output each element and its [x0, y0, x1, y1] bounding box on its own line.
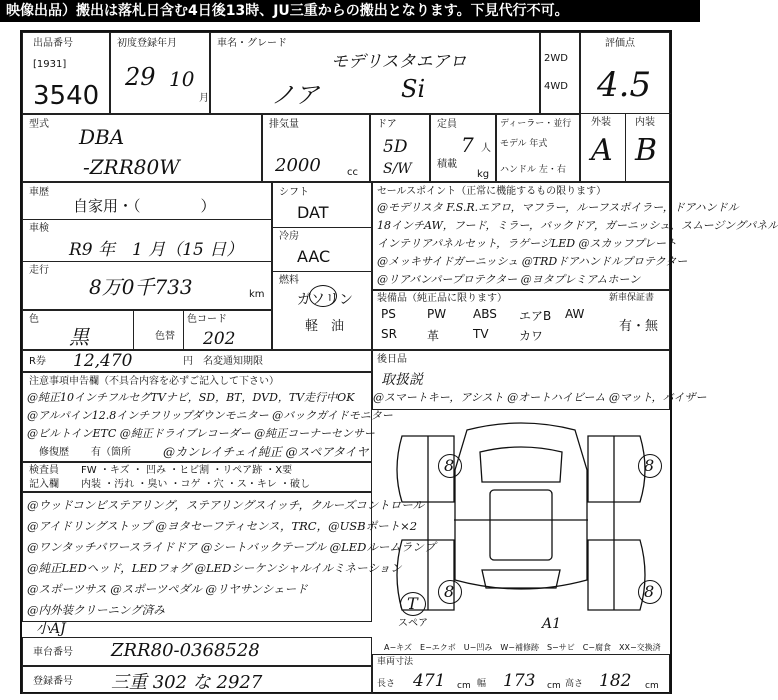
- chassis-label: 車台番号: [33, 647, 73, 658]
- recycle-unit: 円: [183, 356, 193, 367]
- engine-label: 排気量: [269, 119, 299, 130]
- chassis-row: [22, 637, 372, 666]
- dimensions-block: [372, 654, 670, 694]
- sales-line: @リアバンパープロテクター @ヨタプレミアムホーン: [377, 273, 641, 286]
- equipment-item: PS: [381, 307, 396, 321]
- sales-line: 18インチAW，フード，ミラー，バックドア，ガーニッシュ，スムージングパネル: [377, 219, 778, 232]
- color-code: 202: [203, 329, 236, 349]
- equipment-item: 革: [427, 329, 440, 343]
- mileage-value: 8万0千733: [89, 275, 193, 299]
- rear-mark: A1: [542, 616, 562, 632]
- dealer-label: ディーラー・並行: [500, 119, 572, 129]
- repair-label: 修復歴: [39, 447, 69, 458]
- model-year-label: モデル 年式: [500, 139, 548, 149]
- note-line: @純正10インチフルセグTVナビ，SD，BT，DVD，TV走行中OK: [27, 391, 355, 404]
- equipment-item: カワ: [519, 329, 544, 343]
- equipment-item: エアB: [519, 309, 552, 323]
- feature-line: @アイドリングストップ @ヨタセーフティセンス，TRC，@USBポート×2: [27, 519, 418, 533]
- chassis-value: ZRR80-0368528: [111, 640, 260, 661]
- registration-cell: [110, 32, 210, 114]
- auction-banner: 映像出品）搬出は落札日含む4日後13時、JU三重からの搬出となります。下見代行不可。: [0, 0, 700, 22]
- after-label: 後日品: [377, 354, 407, 365]
- capacity-unit: 人: [481, 143, 491, 154]
- fuel-alt: 軽 油: [305, 319, 345, 334]
- sales-points-block: [372, 182, 778, 290]
- registration-label: 初度登録年月: [117, 38, 177, 49]
- feature-line: @内外装クリーニング済み: [27, 603, 165, 617]
- fuel-circle: [309, 285, 337, 307]
- check-block: [22, 462, 372, 492]
- equipment-item: TV: [473, 327, 489, 341]
- exterior-label: 外装: [591, 117, 611, 128]
- car-name: ノア: [271, 81, 319, 109]
- registration-month-unit: 月: [199, 93, 209, 104]
- dims-wid-unit: cm: [547, 681, 561, 691]
- mileage-unit: km: [249, 289, 265, 300]
- equipment-item: AW: [565, 307, 585, 321]
- sales-label: セールスポイント（正常に機能するもの限ります）: [377, 186, 607, 197]
- lot-number: 3540: [33, 81, 100, 111]
- engine-unit: cc: [347, 167, 358, 178]
- capacity-value: 7: [461, 133, 474, 157]
- feature-line: @スポーツサス @スポーツペダル @リヤサンシェード: [27, 582, 308, 596]
- spec-block: [272, 182, 372, 350]
- repair-note: @カンレイチェイ純正 @スペアタイヤ: [163, 445, 369, 459]
- model-code: -ZRR80W: [83, 155, 180, 179]
- tire-front-left: 8: [438, 454, 462, 478]
- dims-hei: 182: [599, 671, 632, 691]
- lot-label: 出品番号: [33, 38, 73, 49]
- auction-sheet: [20, 30, 778, 694]
- equipment-item: SR: [381, 327, 397, 341]
- inspection-value: R9 年 1 月（15 日）: [69, 240, 244, 260]
- after-block: [372, 350, 707, 410]
- registration-year: 29: [125, 63, 156, 91]
- interior-label: 内装: [635, 117, 655, 128]
- dealer-cell: [496, 114, 580, 182]
- ac-label: 冷房: [279, 231, 299, 242]
- after-line1: 取扱説: [381, 372, 423, 388]
- dims-len: 471: [413, 671, 446, 691]
- model-prefix: DBA: [79, 125, 125, 149]
- feature-line: @ワンタッチパワースライドドア @シートバックテーブル @LEDルームランプ: [27, 540, 436, 554]
- repair-value: 有（箇所: [91, 447, 131, 458]
- tire-front-right: 8: [638, 454, 662, 478]
- equipment-item: ABS: [473, 307, 497, 321]
- drive-cell: [540, 32, 580, 114]
- notes-block: [22, 372, 393, 462]
- score-cell: [580, 32, 670, 182]
- interior-score: B: [635, 133, 658, 168]
- sales-line: インテリアパネルセット，ラゲージLED @スカッフプレート: [377, 237, 678, 250]
- feature-line: @ウッドコンビステアリング，ステアリングスイッチ，クルーズコントロール: [27, 498, 424, 512]
- signature: 小AJ: [36, 621, 66, 637]
- recycle-note: 名変通知期限: [203, 356, 263, 367]
- handle-label: ハンドル 左・右: [500, 165, 566, 175]
- check-label1: 検査員: [29, 465, 59, 476]
- recycle-label: R券: [29, 356, 46, 367]
- score-value: 4.5: [597, 65, 652, 105]
- capacity-label: 定員: [437, 119, 457, 130]
- equipment-label: 装備品（純正品に限ります）: [377, 293, 507, 304]
- plate-row: [22, 666, 372, 694]
- note-line: @アルパイン12.8インチフリップダウンモニター @バックガイドモニター: [27, 409, 393, 422]
- car-grade-top: モデリスタエアロ: [331, 52, 467, 72]
- dims-hei-unit: cm: [645, 681, 659, 691]
- new-warranty-label: 新車保証書: [609, 293, 655, 303]
- dims-label: 車両寸法: [377, 657, 414, 667]
- feature-line: @純正LEDヘッド，LEDフォグ @LEDシーケンシャルイルミネーション: [27, 561, 402, 575]
- score-label: 評価点: [605, 38, 635, 49]
- dims-wid-label: 幅: [477, 679, 487, 689]
- load-label: 積載: [437, 159, 457, 170]
- recycle-value: 12,470: [73, 351, 133, 371]
- equipment-item: PW: [427, 307, 447, 321]
- color-block: [22, 310, 272, 350]
- ac-value: AAC: [297, 247, 331, 266]
- features-block: [22, 492, 436, 622]
- shift-value: DAT: [297, 203, 329, 222]
- note-line: @ビルトインETC @純正ドライブレコーダー @純正コーナーセンサー: [27, 427, 375, 440]
- equipment-block: [372, 290, 670, 350]
- lot-cell: [22, 32, 110, 114]
- drive-2wd: 2WD: [544, 53, 568, 64]
- plate-label: 登録番号: [33, 676, 73, 687]
- check-label2: 記入欄: [29, 479, 59, 490]
- fuel-label: 燃料: [279, 275, 299, 286]
- model-label: 型式: [29, 119, 49, 130]
- new-warranty-value: 有・無: [619, 319, 659, 334]
- history-label: 車歴: [29, 187, 49, 198]
- door-cell: [370, 114, 430, 182]
- color-code-label: 色コード: [187, 314, 227, 325]
- engine-cell: [262, 114, 370, 182]
- spare-tire-mark: T: [400, 592, 426, 616]
- sales-line: @モデリスタ F.S.R.エアロ，マフラー，ルーフスポイラー，ドアハンドル: [377, 201, 739, 214]
- door-value: 5D: [383, 137, 408, 157]
- color-tone-label: 色替: [155, 331, 175, 342]
- damage-legend: A−キズ E−エクボ U−凹み W−補修跡 S−サビ C−腐食 XX−交換済: [384, 643, 661, 652]
- color-value: 黒: [69, 325, 89, 349]
- tire-rear-left: 8: [438, 580, 462, 604]
- dims-len-unit: cm: [457, 681, 471, 691]
- fuel-value: ガソリン: [297, 292, 353, 308]
- tire-rear-right: 8: [638, 580, 662, 604]
- history-value: 自家用・（ ）: [73, 197, 216, 215]
- spare-label: スペア: [398, 618, 428, 629]
- shift-label: シフト: [279, 187, 309, 198]
- sales-line: @メッキサイドガーニッシュ @TRDドアハンドルプロテクター: [377, 255, 688, 268]
- notes-label: 注意事項申告欄（不具合内容を必ずご記入して下さい）: [29, 376, 279, 387]
- registration-month: 10: [169, 67, 195, 91]
- door-label: ドア: [377, 119, 397, 130]
- check-row2: 内装 ・汚れ ・臭い ・コゲ ・穴 ・ス・キレ ・破し: [81, 479, 310, 490]
- dims-len-label: 長さ: [377, 679, 396, 689]
- car-grade: Si: [401, 75, 426, 103]
- load-unit: kg: [477, 169, 490, 180]
- mileage-label: 走行: [29, 265, 49, 276]
- car-name-cell: [210, 32, 540, 114]
- after-line2: @スマートキー，アシスト @オートハイビーム @マット，バイザー: [373, 391, 707, 404]
- vehicle-info-block: [22, 182, 272, 310]
- car-name-label: 車名・グレード: [217, 38, 287, 49]
- inspection-label: 車検: [29, 223, 49, 234]
- lot-sub: [1931]: [33, 59, 67, 70]
- model-cell: [22, 114, 262, 182]
- engine-value: 2000: [275, 155, 321, 176]
- dims-hei-label: 高さ: [565, 679, 584, 689]
- recycle-row: [22, 350, 372, 372]
- door-body: S/W: [383, 161, 412, 177]
- drive-4wd: 4WD: [544, 81, 568, 92]
- exterior-score: A: [591, 133, 613, 168]
- plate-value: 三重 302 な 2927: [111, 672, 263, 693]
- capacity-cell: [430, 114, 496, 182]
- check-row1: FW ・キズ ・ 凹み ・ヒビ割 ・リペア跡 ・X要: [81, 465, 293, 476]
- dims-wid: 173: [503, 671, 536, 691]
- color-label: 色: [29, 314, 39, 325]
